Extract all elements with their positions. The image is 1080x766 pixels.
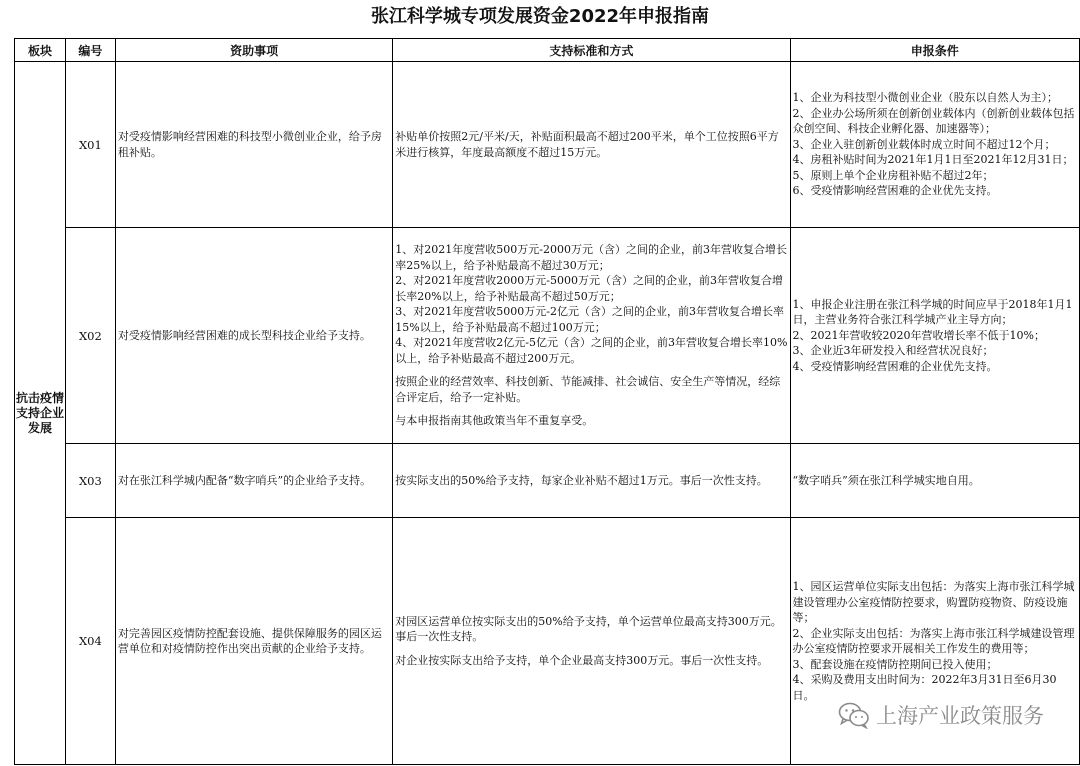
support-standard bbox=[393, 518, 790, 765]
watermark-text: 上海产业政策服务 bbox=[876, 704, 1044, 728]
standard-line: 3、对2021年度营收5000万元-2亿元（含）之间的企业，前3年营收复合增长率15%以上，给予补贴最高不超过100万元； bbox=[395, 305, 784, 334]
condition-line: 2、企业办公场所须在创新创业载体内（创新创业载体包括众创空间、科技企业孵化器、加速器等）； bbox=[792, 106, 1075, 136]
condition-line: 1、企业为科技型小微创业企业（股东以自然人为主）； bbox=[792, 91, 1059, 105]
condition-line: 4、房租补贴时间为2021年1月1日至2021年12月31日； bbox=[792, 153, 1074, 167]
condition-line: 4、采购及费用支出时间为：2022年3月31日至6月30日。 bbox=[792, 673, 1057, 702]
support-item: 对受疫情影响经营困难的成长型科技企业给予支持。 bbox=[115, 228, 392, 444]
item-code: X04 bbox=[65, 518, 115, 765]
condition-line: 1、园区运营单位实际支出包括：为落实上海市张江科学城建设管理办公室疫情防控要求，购置防疫物资、防疫设施等； bbox=[792, 580, 1075, 624]
header-code: 编号 bbox=[65, 39, 115, 62]
header-standard: 支持标准和方式 bbox=[393, 39, 790, 62]
header-item: 资助事项 bbox=[115, 39, 392, 62]
watermark bbox=[838, 700, 1044, 730]
application-conditions bbox=[790, 62, 1079, 228]
condition-line: 3、配套设施在疫情防控期间已投入使用； bbox=[792, 657, 998, 671]
standard-line: 按实际支出的50%给予支持，每家企业补贴不超过1万元。事后一次性支持。 bbox=[395, 473, 768, 487]
item-code: X03 bbox=[65, 444, 115, 518]
support-standard bbox=[393, 228, 790, 444]
table-row bbox=[15, 62, 1080, 228]
header-row bbox=[15, 39, 1080, 62]
condition-line: 2、2021年营收较2020年营收增长率不低于10%； bbox=[792, 328, 1045, 342]
support-item: 对完善园区疫情防控配套设施、提供保障服务的园区运营单位和对疫情防控作出突出贡献的企业给予支持。 bbox=[115, 518, 392, 765]
application-conditions bbox=[790, 228, 1079, 444]
document-title: 张江科学城专项发展资金2022年申报指南 bbox=[370, 6, 710, 27]
spacer bbox=[395, 645, 787, 653]
standard-line: 对园区运营单位按实际支出的50%给予支持，单个运营单位最高支持300万元。事后一次性支持。 bbox=[395, 614, 782, 644]
table-row bbox=[15, 444, 1080, 518]
condition-line: 4、受疫情影响经营困难的企业优先支持。 bbox=[792, 359, 998, 373]
header-conditions: 申报条件 bbox=[790, 39, 1079, 62]
standard-line: 对企业按实际支出给予支持，单个企业最高支持300万元。事后一次性支持。 bbox=[395, 653, 769, 667]
support-item: 对受疫情影响经营困难的科技型小微创业企业，给予房租补贴。 bbox=[115, 62, 392, 228]
standard-line: 2、对2021年度营收2000万元-5000万元（含）之间的企业，前3年营收复合增长率20%以上，给予补贴最高不超过50万元； bbox=[395, 274, 783, 303]
block-label: 抗击疫情支持企业发展 bbox=[15, 62, 66, 765]
condition-line: 3、企业入驻创新创业载体时成立时间不超过12个月； bbox=[792, 137, 1056, 151]
wechat-icon bbox=[838, 701, 870, 729]
condition-line: 1、申报企业注册在张江科学城的时间应早于2018年1月1日，主营业务符合张江科学城产业主导方向； bbox=[792, 297, 1073, 327]
standard-line: 4、对2021年度营收2亿元-5亿元（含）之间的企业，前3年营收复合增长率10%以上，给予补贴最高不超过200万元。 bbox=[395, 336, 788, 365]
guide-table bbox=[14, 38, 1080, 765]
spacer bbox=[395, 366, 787, 374]
condition-line: 5、原则上单个企业房租补贴不超过2年； bbox=[792, 168, 994, 182]
standard-line: 按照企业的经营效率、科技创新、节能减排、社会诚信、安全生产等情况，经综合评定后，给予一定补贴。 bbox=[395, 375, 781, 404]
standard-line: 补贴单价按照2元/平米/天，补贴面积最高不超过200平米，单个工位按照6平方米进行核算，年度最高额度不超过15万元。 bbox=[395, 130, 779, 159]
item-code: X01 bbox=[65, 62, 115, 228]
condition-line: 3、企业近3年研发投入和经营状况良好； bbox=[792, 344, 994, 358]
application-conditions bbox=[790, 444, 1079, 518]
support-standard bbox=[393, 444, 790, 518]
condition-line: 2、企业实际支出包括：为落实上海市张江科学城建设管理办公室疫情防控要求开展相关工作发生的费用等； bbox=[792, 626, 1075, 655]
table-row bbox=[15, 228, 1080, 444]
spacer bbox=[395, 405, 787, 413]
standard-line: 1、对2021年度营收500万元-2000万元（含）之间的企业，前3年营收复合增长率25%以上，给予补贴最高不超过30万元； bbox=[395, 243, 787, 272]
standard-line: 与本申报指南其他政策当年不重复享受。 bbox=[395, 414, 594, 428]
item-code: X02 bbox=[65, 228, 115, 444]
support-item: 对在张江科学城内配备“数字哨兵”的企业给予支持。 bbox=[115, 444, 392, 518]
header-block: 板块 bbox=[15, 39, 66, 62]
condition-line: 6、受疫情影响经营困难的企业优先支持。 bbox=[792, 184, 998, 198]
support-standard bbox=[393, 62, 790, 228]
condition-line: “数字哨兵”须在张江科学城实地自用。 bbox=[792, 473, 980, 487]
